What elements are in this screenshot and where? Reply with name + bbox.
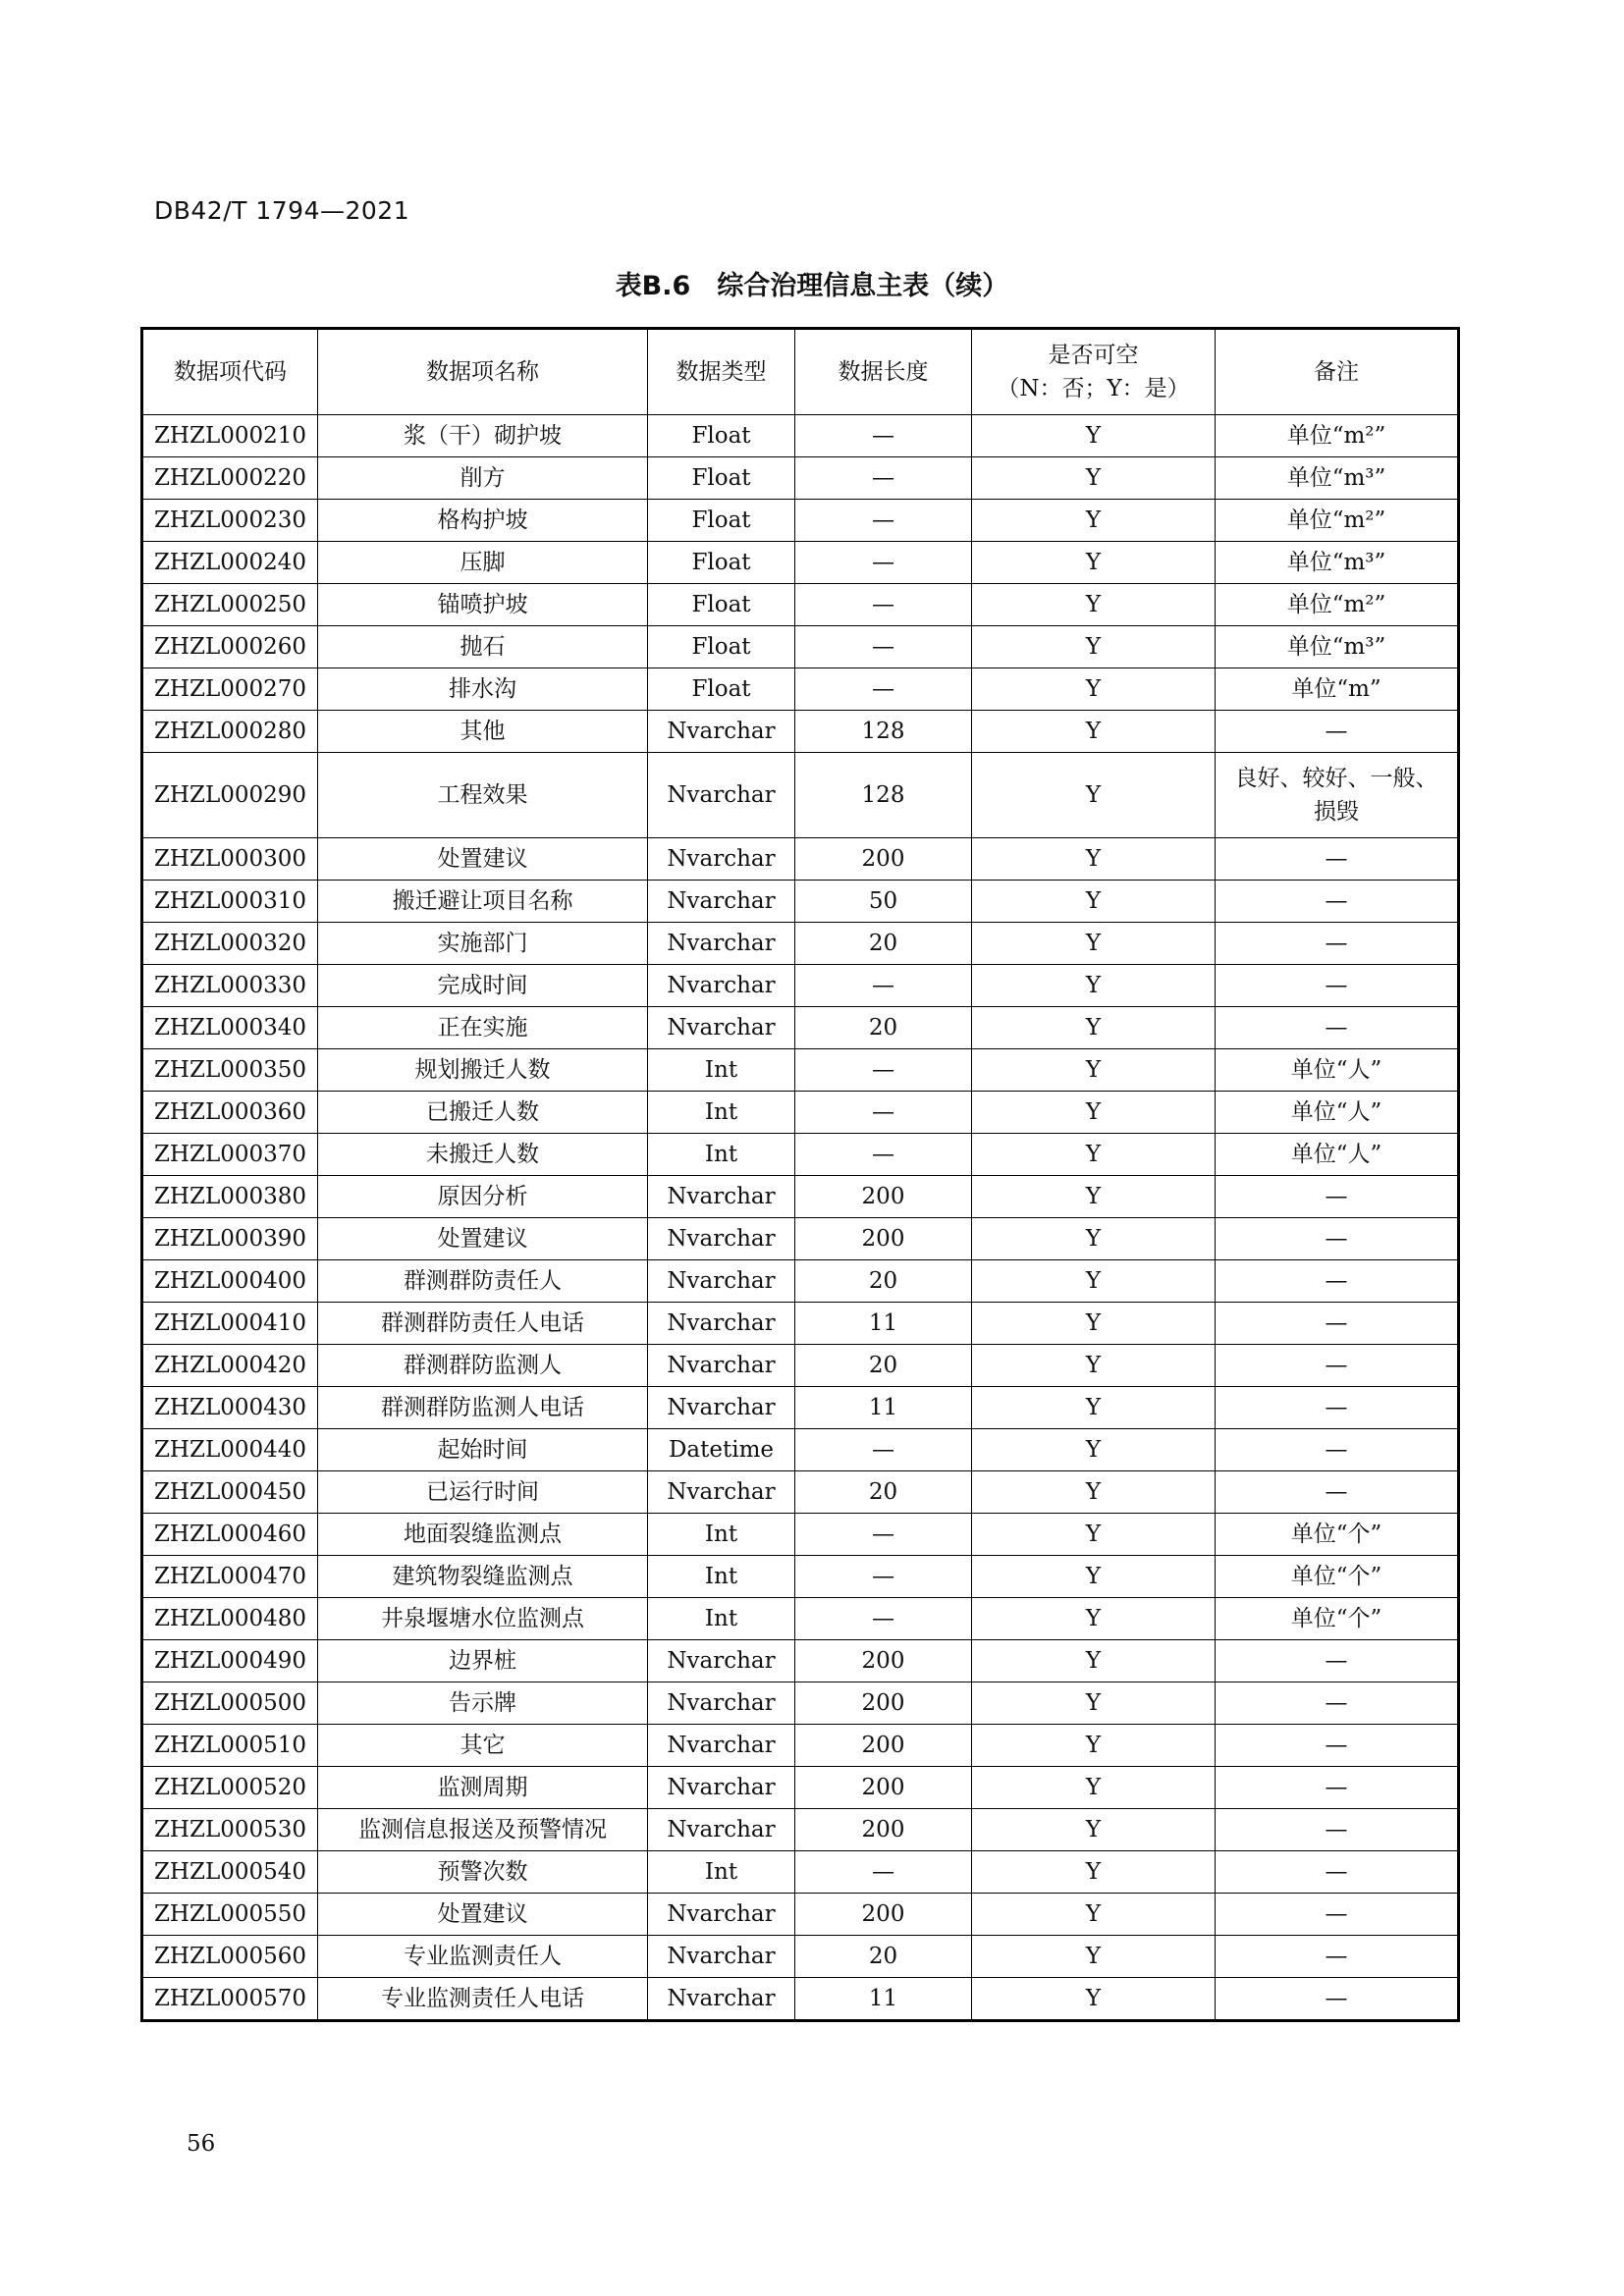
cell-nullable: Y — [972, 1092, 1216, 1134]
cell-remark: — — [1216, 1894, 1459, 1936]
cell-code: ZHZL000210 — [142, 415, 318, 457]
table-row — [142, 1894, 1459, 1936]
cell-name: 已搬迁人数 — [318, 1092, 648, 1134]
cell-remark: — — [1216, 1303, 1459, 1345]
cell-name: 告示牌 — [318, 1682, 648, 1725]
cell-name: 格构护坡 — [318, 500, 648, 542]
cell-length: — — [795, 457, 972, 500]
table-row — [142, 1303, 1459, 1345]
cell-type: Nvarchar — [648, 923, 795, 965]
cell-length: 20 — [795, 1007, 972, 1049]
cell-nullable: Y — [972, 711, 1216, 753]
table-row — [142, 1851, 1459, 1894]
cell-nullable: Y — [972, 1682, 1216, 1725]
cell-type: Nvarchar — [648, 965, 795, 1007]
cell-code: ZHZL000480 — [142, 1598, 318, 1640]
cell-type: Nvarchar — [648, 1640, 795, 1682]
cell-type: Int — [648, 1049, 795, 1092]
cell-code: ZHZL000240 — [142, 542, 318, 584]
cell-length: — — [795, 668, 972, 711]
cell-type: Nvarchar — [648, 711, 795, 753]
table-row — [142, 1260, 1459, 1303]
table-row — [142, 626, 1459, 668]
table-row — [142, 457, 1459, 500]
cell-nullable: Y — [972, 1767, 1216, 1809]
table-header-row — [142, 329, 1459, 415]
cell-remark: 单位“m²” — [1216, 415, 1459, 457]
cell-code: ZHZL000390 — [142, 1218, 318, 1260]
table-row — [142, 1092, 1459, 1134]
cell-name: 正在实施 — [318, 1007, 648, 1049]
table-row — [142, 415, 1459, 457]
cell-type: Nvarchar — [648, 1894, 795, 1936]
cell-remark: — — [1216, 1978, 1459, 2021]
cell-length: 20 — [795, 1260, 972, 1303]
header-nullable — [972, 329, 1216, 415]
cell-name: 规划搬迁人数 — [318, 1049, 648, 1092]
cell-type: Nvarchar — [648, 1387, 795, 1429]
cell-name: 边界桩 — [318, 1640, 648, 1682]
cell-length: — — [795, 500, 972, 542]
cell-code: ZHZL000560 — [142, 1936, 318, 1978]
cell-remark: — — [1216, 1471, 1459, 1514]
cell-type: Nvarchar — [648, 753, 795, 838]
cell-name: 完成时间 — [318, 965, 648, 1007]
cell-nullable: Y — [972, 1218, 1216, 1260]
cell-type: Float — [648, 584, 795, 626]
document-code: DB42/T 1794—2021 — [154, 196, 410, 225]
cell-length: — — [795, 626, 972, 668]
table-row — [142, 1725, 1459, 1767]
cell-code: ZHZL000410 — [142, 1303, 318, 1345]
cell-remark: — — [1216, 1682, 1459, 1725]
cell-code: ZHZL000380 — [142, 1176, 318, 1218]
page-number: 56 — [187, 2131, 216, 2157]
cell-code: ZHZL000330 — [142, 965, 318, 1007]
cell-length: 200 — [795, 1218, 972, 1260]
table-row — [142, 881, 1459, 923]
cell-code: ZHZL000320 — [142, 923, 318, 965]
cell-code: ZHZL000230 — [142, 500, 318, 542]
cell-nullable: Y — [972, 1894, 1216, 1936]
cell-length: 11 — [795, 1303, 972, 1345]
cell-nullable: Y — [972, 838, 1216, 881]
cell-remark: — — [1216, 881, 1459, 923]
header-type: 数据类型 — [648, 329, 795, 415]
table-row — [142, 753, 1459, 838]
cell-nullable: Y — [972, 1936, 1216, 1978]
cell-name: 处置建议 — [318, 1894, 648, 1936]
cell-type: Int — [648, 1556, 795, 1598]
cell-name: 地面裂缝监测点 — [318, 1514, 648, 1556]
cell-code: ZHZL000470 — [142, 1556, 318, 1598]
table-row — [142, 1514, 1459, 1556]
table-row — [142, 923, 1459, 965]
cell-code: ZHZL000510 — [142, 1725, 318, 1767]
cell-type: Nvarchar — [648, 1007, 795, 1049]
cell-length: — — [795, 965, 972, 1007]
cell-code: ZHZL000370 — [142, 1134, 318, 1176]
cell-remark: — — [1216, 838, 1459, 881]
cell-code: ZHZL000220 — [142, 457, 318, 500]
table-row — [142, 838, 1459, 881]
cell-nullable: Y — [972, 1514, 1216, 1556]
cell-code: ZHZL000540 — [142, 1851, 318, 1894]
cell-type: Float — [648, 668, 795, 711]
cell-nullable: Y — [972, 1556, 1216, 1598]
cell-nullable: Y — [972, 1598, 1216, 1640]
table-title: 表B.6 综合治理信息主表（续） — [615, 271, 1009, 301]
cell-remark: 单位“m” — [1216, 668, 1459, 711]
cell-code: ZHZL000360 — [142, 1092, 318, 1134]
cell-length: 20 — [795, 1345, 972, 1387]
cell-length: 200 — [795, 1894, 972, 1936]
cell-nullable: Y — [972, 1725, 1216, 1767]
cell-nullable: Y — [972, 1176, 1216, 1218]
cell-name: 预警次数 — [318, 1851, 648, 1894]
cell-remark: 单位“人” — [1216, 1092, 1459, 1134]
table-row — [142, 542, 1459, 584]
table-row — [142, 500, 1459, 542]
cell-length: — — [795, 1598, 972, 1640]
header-length: 数据长度 — [795, 329, 972, 415]
cell-name: 未搬迁人数 — [318, 1134, 648, 1176]
table-row — [142, 711, 1459, 753]
data-dictionary-table — [140, 327, 1460, 2022]
cell-nullable: Y — [972, 1429, 1216, 1471]
cell-name: 排水沟 — [318, 668, 648, 711]
cell-name: 锚喷护坡 — [318, 584, 648, 626]
cell-code: ZHZL000460 — [142, 1514, 318, 1556]
cell-type: Nvarchar — [648, 881, 795, 923]
header-remark: 备注 — [1216, 329, 1459, 415]
cell-length: 11 — [795, 1978, 972, 2021]
table-row — [142, 1134, 1459, 1176]
table-row — [142, 1767, 1459, 1809]
cell-remark: 单位“个” — [1216, 1514, 1459, 1556]
cell-length: 20 — [795, 1471, 972, 1514]
cell-length: 200 — [795, 1682, 972, 1725]
cell-length: — — [795, 1556, 972, 1598]
cell-code: ZHZL000290 — [142, 753, 318, 838]
cell-remark: — — [1216, 1218, 1459, 1260]
cell-code: ZHZL000490 — [142, 1640, 318, 1682]
cell-name: 压脚 — [318, 542, 648, 584]
cell-code: ZHZL000300 — [142, 838, 318, 881]
cell-length: 50 — [795, 881, 972, 923]
cell-remark: 单位“个” — [1216, 1556, 1459, 1598]
header-nullable-line2: （N：否；Y：是） — [997, 376, 1190, 401]
cell-name: 削方 — [318, 457, 648, 500]
cell-remark: — — [1216, 1345, 1459, 1387]
table-row — [142, 584, 1459, 626]
cell-nullable: Y — [972, 457, 1216, 500]
cell-code: ZHZL000280 — [142, 711, 318, 753]
cell-code: ZHZL000430 — [142, 1387, 318, 1429]
cell-remark: — — [1216, 1387, 1459, 1429]
cell-length: 128 — [795, 711, 972, 753]
cell-length: — — [795, 1092, 972, 1134]
cell-name: 处置建议 — [318, 838, 648, 881]
cell-type: Int — [648, 1598, 795, 1640]
cell-remark: 单位“m²” — [1216, 500, 1459, 542]
cell-type: Nvarchar — [648, 1978, 795, 2021]
cell-code: ZHZL000550 — [142, 1894, 318, 1936]
cell-code: ZHZL000520 — [142, 1767, 318, 1809]
cell-length: — — [795, 542, 972, 584]
cell-type: Nvarchar — [648, 838, 795, 881]
cell-name: 群测群防监测人 — [318, 1345, 648, 1387]
cell-name: 群测群防责任人 — [318, 1260, 648, 1303]
cell-length: — — [795, 1851, 972, 1894]
cell-nullable: Y — [972, 1640, 1216, 1682]
cell-name: 其他 — [318, 711, 648, 753]
table-row — [142, 1345, 1459, 1387]
cell-name: 专业监测责任人电话 — [318, 1978, 648, 2021]
cell-name: 专业监测责任人 — [318, 1936, 648, 1978]
cell-remark: 单位“人” — [1216, 1049, 1459, 1092]
table-row — [142, 1556, 1459, 1598]
cell-type: Nvarchar — [648, 1809, 795, 1851]
cell-name: 搬迁避让项目名称 — [318, 881, 648, 923]
cell-length: 200 — [795, 1725, 972, 1767]
cell-name: 监测周期 — [318, 1767, 648, 1809]
cell-code: ZHZL000420 — [142, 1345, 318, 1387]
cell-length: 200 — [795, 1767, 972, 1809]
cell-remark: — — [1216, 1936, 1459, 1978]
cell-length: — — [795, 584, 972, 626]
cell-length: — — [795, 1514, 972, 1556]
cell-type: Nvarchar — [648, 1345, 795, 1387]
cell-code: ZHZL000270 — [142, 668, 318, 711]
cell-code: ZHZL000450 — [142, 1471, 318, 1514]
table-row — [142, 1936, 1459, 1978]
cell-type: Nvarchar — [648, 1471, 795, 1514]
cell-type: Nvarchar — [648, 1260, 795, 1303]
cell-type: Int — [648, 1134, 795, 1176]
cell-name: 建筑物裂缝监测点 — [318, 1556, 648, 1598]
cell-nullable: Y — [972, 753, 1216, 838]
cell-nullable: Y — [972, 1851, 1216, 1894]
cell-remark: — — [1216, 1429, 1459, 1471]
cell-remark: — — [1216, 711, 1459, 753]
table-row — [142, 965, 1459, 1007]
cell-code: ZHZL000530 — [142, 1809, 318, 1851]
cell-remark: — — [1216, 1260, 1459, 1303]
cell-type: Int — [648, 1514, 795, 1556]
cell-length: 11 — [795, 1387, 972, 1429]
cell-type: Float — [648, 542, 795, 584]
header-name: 数据项名称 — [318, 329, 648, 415]
cell-length: — — [795, 1049, 972, 1092]
table-row — [142, 1049, 1459, 1092]
table-row — [142, 1218, 1459, 1260]
cell-length: 200 — [795, 1176, 972, 1218]
cell-remark: 单位“m²” — [1216, 584, 1459, 626]
table-row — [142, 1682, 1459, 1725]
cell-type: Nvarchar — [648, 1767, 795, 1809]
cell-remark: — — [1216, 1725, 1459, 1767]
cell-remark: 单位“人” — [1216, 1134, 1459, 1176]
cell-type: Datetime — [648, 1429, 795, 1471]
cell-type: Int — [648, 1092, 795, 1134]
cell-remark: 单位“m³” — [1216, 542, 1459, 584]
cell-length: 128 — [795, 753, 972, 838]
cell-nullable: Y — [972, 881, 1216, 923]
cell-name: 实施部门 — [318, 923, 648, 965]
cell-name: 工程效果 — [318, 753, 648, 838]
table-row — [142, 1471, 1459, 1514]
cell-code: ZHZL000570 — [142, 1978, 318, 2021]
cell-remark: — — [1216, 923, 1459, 965]
cell-name: 处置建议 — [318, 1218, 648, 1260]
cell-code: ZHZL000350 — [142, 1049, 318, 1092]
table-row — [142, 1429, 1459, 1471]
cell-type: Nvarchar — [648, 1303, 795, 1345]
cell-nullable: Y — [972, 668, 1216, 711]
cell-type: Nvarchar — [648, 1725, 795, 1767]
cell-remark: — — [1216, 1007, 1459, 1049]
cell-nullable: Y — [972, 1260, 1216, 1303]
table-row — [142, 1809, 1459, 1851]
cell-length: 200 — [795, 1809, 972, 1851]
cell-length: — — [795, 1134, 972, 1176]
cell-nullable: Y — [972, 965, 1216, 1007]
cell-type: Int — [648, 1851, 795, 1894]
cell-length: 20 — [795, 1936, 972, 1978]
cell-remark: 良好、较好、一般、损毁 — [1216, 753, 1459, 838]
cell-nullable: Y — [972, 1978, 1216, 2021]
cell-nullable: Y — [972, 1007, 1216, 1049]
table-row — [142, 1387, 1459, 1429]
cell-remark: — — [1216, 1767, 1459, 1809]
table-row — [142, 1978, 1459, 2021]
header-code: 数据项代码 — [142, 329, 318, 415]
cell-type: Float — [648, 500, 795, 542]
cell-nullable: Y — [972, 415, 1216, 457]
cell-remark: 单位“m³” — [1216, 626, 1459, 668]
cell-nullable: Y — [972, 1387, 1216, 1429]
cell-remark: 单位“m³” — [1216, 457, 1459, 500]
cell-nullable: Y — [972, 542, 1216, 584]
cell-name: 原因分析 — [318, 1176, 648, 1218]
table-row — [142, 1007, 1459, 1049]
cell-remark: — — [1216, 965, 1459, 1007]
cell-name: 井泉堰塘水位监测点 — [318, 1598, 648, 1640]
cell-code: ZHZL000400 — [142, 1260, 318, 1303]
cell-type: Nvarchar — [648, 1176, 795, 1218]
cell-name: 监测信息报送及预警情况 — [318, 1809, 648, 1851]
cell-nullable: Y — [972, 584, 1216, 626]
cell-code: ZHZL000310 — [142, 881, 318, 923]
cell-nullable: Y — [972, 923, 1216, 965]
cell-remark: — — [1216, 1851, 1459, 1894]
table-row — [142, 1640, 1459, 1682]
cell-nullable: Y — [972, 1134, 1216, 1176]
cell-nullable: Y — [972, 1049, 1216, 1092]
cell-length: 200 — [795, 838, 972, 881]
cell-name: 抛石 — [318, 626, 648, 668]
cell-type: Nvarchar — [648, 1936, 795, 1978]
table-row — [142, 668, 1459, 711]
cell-code: ZHZL000440 — [142, 1429, 318, 1471]
cell-type: Nvarchar — [648, 1218, 795, 1260]
cell-type: Float — [648, 415, 795, 457]
cell-remark: 单位“个” — [1216, 1598, 1459, 1640]
cell-remark: — — [1216, 1640, 1459, 1682]
cell-remark: — — [1216, 1176, 1459, 1218]
cell-name: 浆（干）砌护坡 — [318, 415, 648, 457]
cell-code: ZHZL000340 — [142, 1007, 318, 1049]
cell-length: — — [795, 415, 972, 457]
cell-name: 群测群防监测人电话 — [318, 1387, 648, 1429]
cell-type: Nvarchar — [648, 1682, 795, 1725]
cell-nullable: Y — [972, 1809, 1216, 1851]
cell-nullable: Y — [972, 626, 1216, 668]
cell-code: ZHZL000260 — [142, 626, 318, 668]
table-row — [142, 1176, 1459, 1218]
cell-nullable: Y — [972, 1471, 1216, 1514]
cell-nullable: Y — [972, 1303, 1216, 1345]
cell-name: 群测群防责任人电话 — [318, 1303, 648, 1345]
table-row — [142, 1598, 1459, 1640]
table-body — [142, 415, 1459, 2021]
cell-remark: — — [1216, 1809, 1459, 1851]
cell-length: 20 — [795, 923, 972, 965]
cell-nullable: Y — [972, 500, 1216, 542]
cell-name: 已运行时间 — [318, 1471, 648, 1514]
cell-length: — — [795, 1429, 972, 1471]
cell-name: 其它 — [318, 1725, 648, 1767]
cell-name: 起始时间 — [318, 1429, 648, 1471]
cell-code: ZHZL000500 — [142, 1682, 318, 1725]
cell-type: Float — [648, 626, 795, 668]
cell-type: Float — [648, 457, 795, 500]
cell-code: ZHZL000250 — [142, 584, 318, 626]
cell-nullable: Y — [972, 1345, 1216, 1387]
header-nullable-line1: 是否可空 — [1048, 342, 1139, 368]
cell-length: 200 — [795, 1640, 972, 1682]
